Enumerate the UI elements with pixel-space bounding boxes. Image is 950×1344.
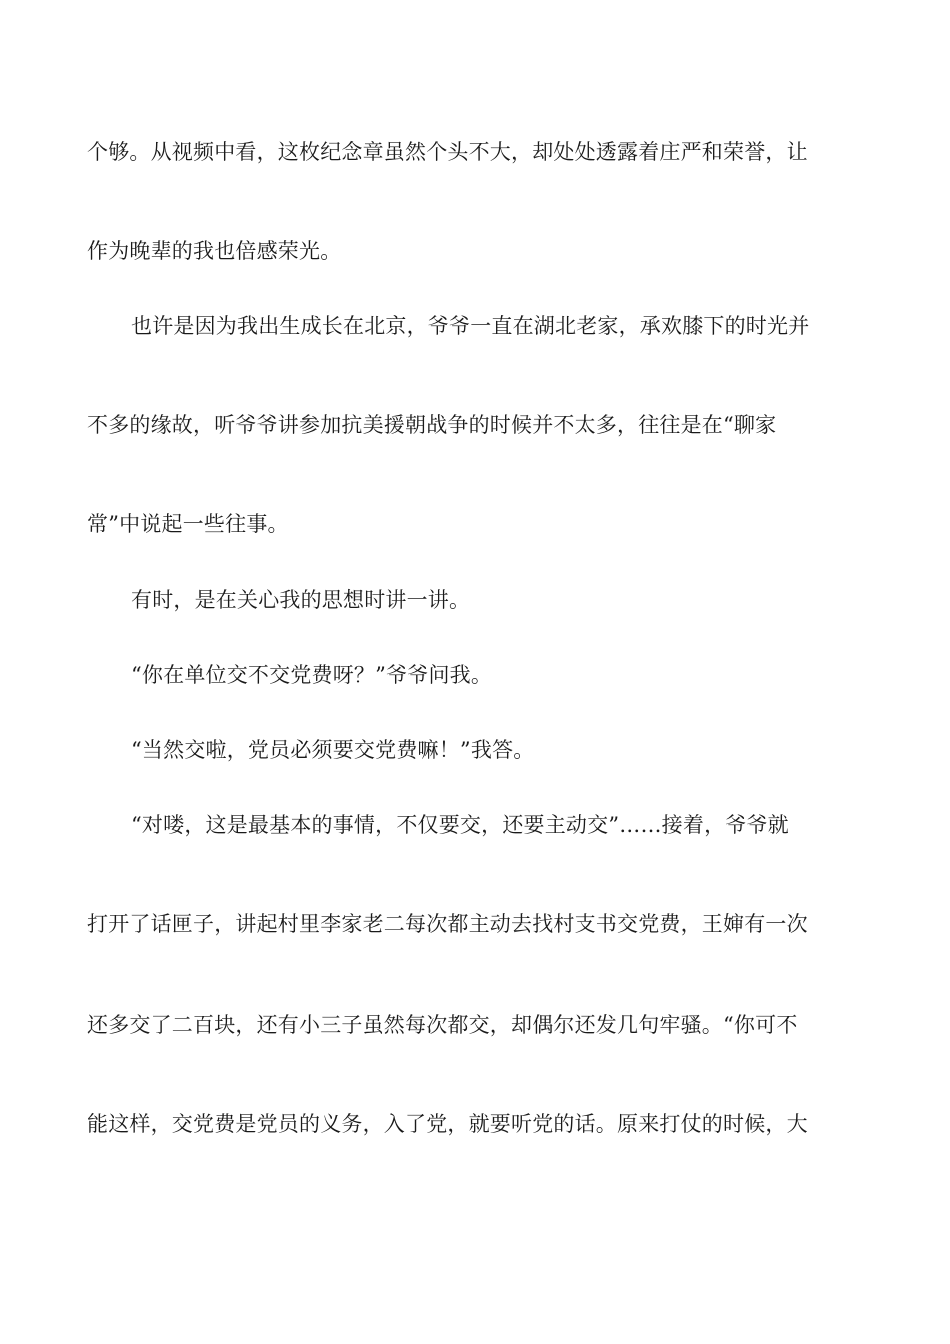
paragraph-line: “当然交啦，党员必须要交党费嘛！”我答。 [131, 738, 535, 762]
paragraph-line: 有时，是在关心我的思想时讲一讲。 [131, 588, 471, 612]
paragraph-line: 个够。从视频中看，这枚纪念章虽然个头不大，却处处透露着庄严和荣誉，让 [87, 140, 808, 164]
paragraph-line: 常”中说起一些往事。 [87, 512, 289, 536]
paragraph-line: 打开了话匣子，讲起村里李家老二每次都主动去找村支书交党费，王婶有一次 [87, 912, 808, 936]
paragraph-line: “你在单位交不交党费呀？”爷爷问我。 [131, 663, 493, 687]
paragraph-line: 能这样，交党费是党员的义务，入了党，就要听党的话。原来打仗的时候，大 [87, 1112, 808, 1136]
paragraph-line: 还多交了二百块，还有小三子虽然每次都交，却偶尔还发几句牢骚。“你可不 [87, 1013, 798, 1037]
paragraph-line: 不多的缘故，听爷爷讲参加抗美援朝战争的时候并不太多，往往是在“聊家 [87, 413, 777, 437]
paragraph-line: 也许是因为我出生成长在北京，爷爷一直在湖北老家，承欢膝下的时光并 [131, 314, 810, 338]
paragraph-line: “对喽，这是最基本的事情，不仅要交，还要主动交”……接着，爷爷就 [131, 813, 789, 837]
paragraph-line: 作为晚辈的我也倍感荣光。 [87, 239, 342, 263]
